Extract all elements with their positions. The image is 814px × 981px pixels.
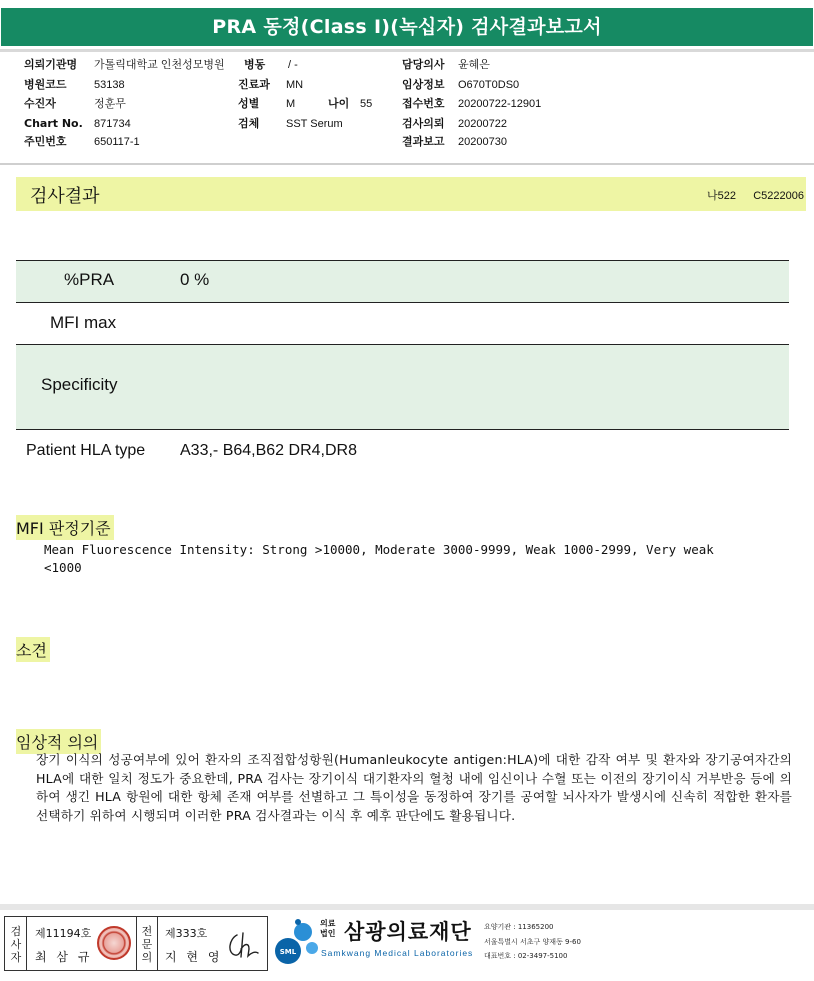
hdr-clinical-info-label: 임상정보 — [402, 78, 445, 91]
tester-name: 최 삼 규 — [35, 950, 93, 964]
tester-label: 검사자 — [10, 925, 22, 964]
hdr-doctor-label: 담당의사 — [402, 58, 445, 71]
significance-text: 장기 이식의 성공여부에 있어 환자의 조직접합성항원(Humanleukocyte antigen:HLA)에 대한 감작 여부 및 환자와 장기공여자간의 HLA에 대한 일치 정도가 중요한데, PRA 검사는 장기이식 대기환자의 혈청 내에 임신이나 수혈 또는 이전의 장기이식 거부반응 등에 의하여 생긴 HLA 항원에 대한 항체 존재 여부를 선별하고 그 특이성을 동정하여 장기를 공여할 뇌사자가 발생시에 신속히 적합한 환자를 선택하기 위하여 시행되며 이러한 PRA 검사결과는 이식 후 예후 판단에도 활용됩니다. — [36, 752, 792, 823]
table-line — [16, 302, 789, 303]
specialist-signature-icon — [225, 929, 261, 961]
results-code-1: 나522 — [706, 190, 736, 202]
org-institution-code: 요양기관 : 11365200 — [484, 923, 554, 931]
hdr-accession-label: 접수번호 — [402, 97, 445, 110]
org-phone: 대표번호 : 02-3497-5100 — [484, 952, 568, 960]
hdr-institution-value: 가톨릭대학교 인천성모병원 — [94, 59, 225, 71]
opinion-title: 소견 — [16, 637, 50, 662]
header-divider — [0, 163, 814, 165]
hdr-sex — [238, 97, 295, 111]
org-kind: 의료법인 — [320, 919, 336, 938]
tester-seal-icon — [97, 926, 131, 960]
table-line — [16, 260, 789, 261]
hdr-request-date — [402, 117, 507, 131]
hla-type-value: A33,- B64,B62 DR4,DR8 — [180, 442, 357, 459]
hdr-accession — [402, 97, 541, 111]
hdr-doctor — [402, 58, 490, 72]
hdr-dept-value: MN — [286, 79, 304, 91]
hdr-doctor-value: 윤혜은 — [458, 59, 490, 71]
hdr-chart-no-value: 871734 — [94, 118, 131, 130]
hdr-chart-no-label: Chart No. — [24, 117, 83, 130]
hdr-resident-no-value: 650117-1 — [94, 136, 140, 148]
hdr-report-date-value: 20200730 — [458, 136, 507, 148]
sml-logo-text: SML — [279, 948, 297, 956]
hdr-accession-value: 20200722-12901 — [458, 98, 542, 110]
hdr-resident-no-label: 주민번호 — [24, 135, 67, 148]
hdr-resident-no — [24, 135, 140, 149]
pra-value: 0 % — [180, 270, 210, 289]
pra-label: %PRA — [64, 270, 115, 289]
hdr-institution-label: 의뢰기관명 — [24, 58, 78, 71]
specialist-license: 제333호 — [165, 927, 208, 940]
results-heading — [16, 177, 806, 211]
title-divider — [0, 49, 814, 52]
report-title: PRA 동정(Class I)(녹십자) 검사결과보고서 — [1, 8, 813, 46]
hdr-clinical-info — [402, 78, 519, 92]
results-codes — [707, 187, 806, 203]
hdr-institution — [24, 58, 225, 72]
signature-box — [4, 916, 268, 971]
hdr-ward-label: 병동 — [244, 58, 266, 71]
hdr-report-date — [402, 135, 507, 149]
specialist-name: 지 현 영 — [165, 950, 223, 964]
hdr-clinical-info-value: O670T0DS0 — [458, 79, 520, 91]
results-title: 검사결과 — [30, 186, 100, 207]
hdr-patient-label: 수진자 — [24, 97, 56, 110]
hdr-age — [328, 97, 372, 111]
hdr-chart-no — [24, 117, 131, 131]
hdr-ward-value: / - — [288, 59, 298, 71]
hdr-age-value: 55 — [360, 98, 373, 110]
org-english-name: Samkwang Medical Laboratories — [321, 948, 474, 958]
mfi-criteria-title: MFI 판정기준 — [16, 515, 114, 540]
results-code-2: C5222006 — [753, 190, 804, 202]
specificity-label: Specificity — [41, 375, 118, 394]
sml-logo-icon — [272, 918, 320, 968]
specialist-label: 전문의 — [141, 925, 153, 964]
hdr-hospital-code — [24, 78, 125, 92]
hdr-dept-label: 진료과 — [238, 78, 270, 91]
table-line — [16, 429, 789, 430]
hdr-ward — [244, 58, 298, 72]
specificity-row — [16, 345, 789, 429]
hdr-request-date-value: 20200722 — [458, 118, 507, 130]
footer-divider — [0, 904, 814, 910]
hdr-sex-value: M — [286, 98, 296, 110]
org-name: 삼광의료재단 — [344, 920, 472, 944]
hdr-patient-value: 정훈무 — [94, 98, 126, 110]
mfi-criteria-line-1: Mean Fluorescence Intensity: Strong >10000, Moderate 3000-9999, Weak 1000-2999, Very weak — [44, 542, 714, 557]
significance-title: 임상적 의의 — [16, 729, 101, 754]
org-address: 서울특별시 서초구 양재동 9-60 — [484, 938, 581, 946]
mfi-max-label: MFI max — [50, 313, 117, 332]
hdr-specimen — [238, 117, 343, 131]
hdr-request-date-label: 검사의뢰 — [402, 117, 445, 130]
hdr-specimen-value: SST Serum — [286, 118, 343, 130]
hdr-dept — [238, 78, 303, 92]
hla-type-label: Patient HLA type — [26, 442, 146, 459]
hdr-age-label: 나이 — [328, 97, 350, 110]
hdr-specimen-label: 검체 — [238, 117, 260, 130]
mfi-criteria-line-2: <1000 — [44, 560, 82, 575]
hdr-hospital-code-label: 병원코드 — [24, 78, 67, 91]
hdr-report-date-label: 결과보고 — [402, 135, 445, 148]
tester-license: 제11194호 — [35, 927, 92, 940]
hdr-hospital-code-value: 53138 — [94, 79, 125, 91]
pra-row — [16, 261, 789, 302]
hdr-sex-label: 성별 — [238, 97, 260, 110]
hdr-patient — [24, 97, 126, 111]
